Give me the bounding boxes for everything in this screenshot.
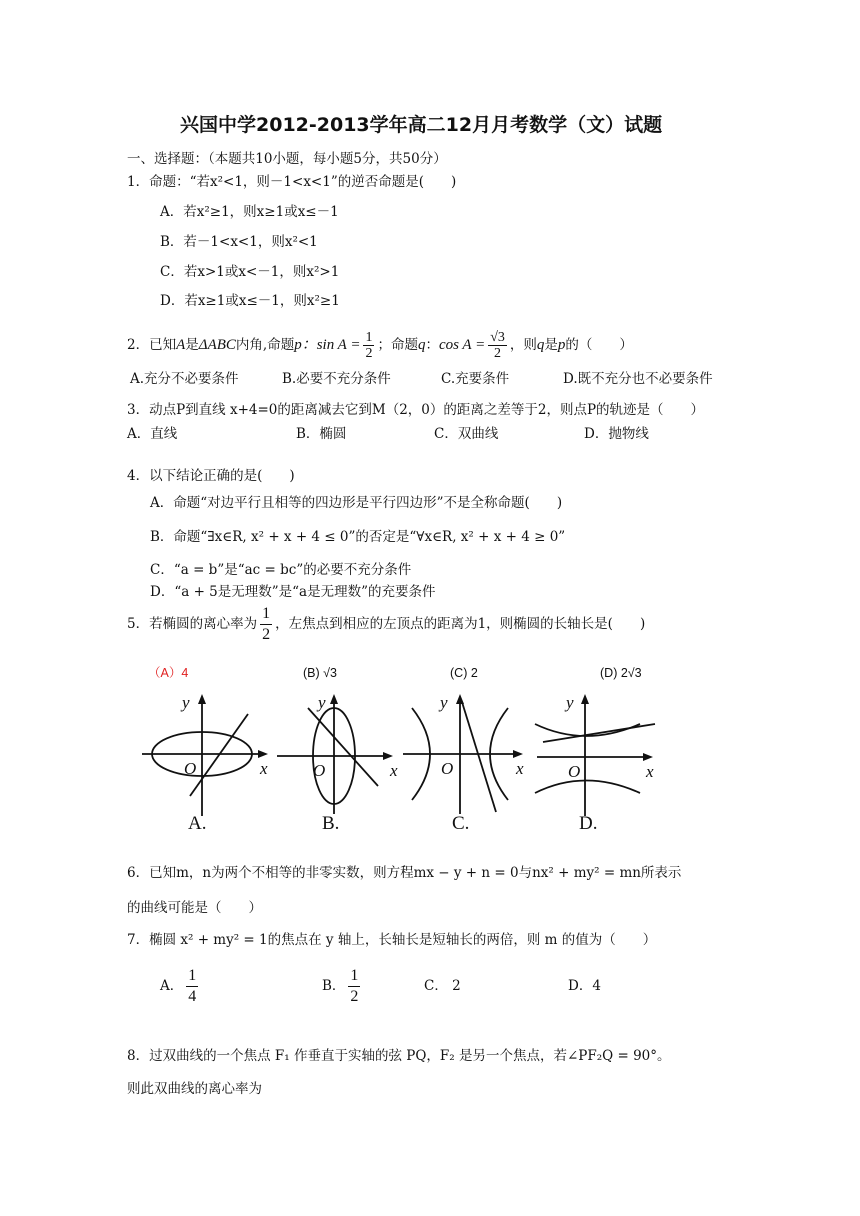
- fig-b-origin: O: [313, 761, 326, 780]
- q6-line1: 6．已知m，n为两个不相等的非零实数，则方程mx − y + n = 0与nx² + my² = mn所表示: [127, 865, 682, 881]
- figure-d: [535, 694, 655, 816]
- fig-d-origin: O: [568, 762, 581, 781]
- fig-d-x-label: x: [646, 762, 654, 781]
- q2-option-b: B.必要不充分条件: [282, 371, 391, 387]
- fig-a-caption: A.: [188, 813, 207, 834]
- q7-stem: 7．椭圆 x² + my² = 1的焦点在 y 轴上，长轴长是短轴长的两倍，则 m 的值为（ ）: [127, 932, 657, 948]
- q2-option-d: D.既不充分也不必要条件: [563, 371, 713, 387]
- page-title: 兴国中学2012-2013学年高二12月月考数学（文）试题: [180, 114, 663, 136]
- q3-option-b: B．椭圆: [296, 426, 347, 442]
- fig-c-y-label: y: [440, 693, 448, 712]
- q5-stem: 5．若椭圆的离心率为 $\frac{1}{2}$ ，左焦点到相应的左顶点的距离为1，则椭圆的长轴长是( ): [127, 605, 646, 643]
- figure-c: [403, 694, 523, 814]
- q1-option-d: D．若x≥1或x≤－1，则x²≥1: [160, 293, 340, 309]
- q5-option-d: (D) 2√3: [600, 666, 642, 680]
- q2-option-a: A.充分不必要条件: [130, 371, 239, 387]
- fig-a-y-label: y: [182, 693, 190, 712]
- fig-d-caption: D.: [579, 813, 598, 834]
- fig-d-y-label: y: [566, 693, 574, 712]
- fig-a-x-label: x: [260, 759, 268, 778]
- q8-line2: 则此双曲线的离心率为: [127, 1081, 262, 1097]
- q2-fraction-sin: $\frac{1}{2}$: [365, 330, 373, 361]
- q7-option-b: B． $\frac{1}{2}$: [322, 967, 359, 1005]
- figure-a: [142, 694, 268, 816]
- q3-option-d: D．抛物线: [584, 426, 649, 442]
- q7-option-c: C． 2: [424, 978, 461, 994]
- q2-option-c: C.充要条件: [441, 371, 510, 387]
- fig-c-caption: C.: [452, 813, 470, 834]
- q4-option-d: D．“a + 5是无理数”是“a是无理数”的充要条件: [150, 584, 436, 600]
- q4-stem: 4．以下结论正确的是( ): [127, 468, 295, 484]
- q2-fraction-cos: $\frac{√3}{2}$: [490, 330, 505, 361]
- q1-option-c: C．若x>1或x<－1，则x²>1: [160, 264, 340, 280]
- fig-a-origin: O: [184, 759, 197, 778]
- fig-b-caption: B.: [322, 813, 340, 834]
- q5-fraction: $\frac{1}{2}$: [262, 605, 271, 643]
- q5-option-a: （A）4: [148, 666, 189, 680]
- section-heading: 一、选择题：（本题共10小题，每小题5分，共50分）: [127, 151, 447, 167]
- q6-line2: 的曲线可能是（ ）: [127, 900, 262, 916]
- q7-option-d: D．4: [568, 978, 601, 994]
- q2-stem: 2．已知A是ΔABC内角,命题p：sin A = $\frac{1}{2}$ ；命题q：cos A = $\frac{√3}{2}$ ，则q是p的（ ）: [127, 330, 633, 361]
- q4-option-c: C．“a = b”是“ac = bc”的必要不充分条件: [150, 562, 412, 578]
- q3-option-a: A．直线: [127, 426, 178, 442]
- fig-c-x-label: x: [516, 759, 524, 778]
- q5-option-c: (C) 2: [450, 666, 478, 680]
- q8-line1: 8．过双曲线的一个焦点 F₁ 作垂直于实轴的弦 PQ，F₂ 是另一个焦点，若∠PF₂Q = 90°。: [127, 1048, 671, 1064]
- q5-option-b: (B) √3: [303, 666, 337, 680]
- fig-b-y-label: y: [318, 693, 326, 712]
- q1-option-a: A．若x²≥1，则x≥1或x≤－1: [160, 204, 339, 220]
- fig-c-origin: O: [441, 759, 454, 778]
- fig-b-x-label: x: [390, 761, 398, 780]
- q1-stem: 1．命题：“若x²<1，则－1<x<1”的逆否命题是( ): [127, 174, 457, 190]
- q3-option-c: C．双曲线: [434, 426, 499, 442]
- q4-option-a: A．命题“对边平行且相等的四边形是平行四边形”不是全称命题( ): [150, 495, 563, 511]
- q4-option-b: B．命题“∃x∈R, x² + x + 4 ≤ 0”的否定是“∀x∈R, x² + x + 4 ≥ 0”: [150, 529, 566, 545]
- curve-figures: [0, 686, 860, 836]
- q1-option-b: B．若－1<x<1，则x²<1: [160, 234, 318, 250]
- q3-stem: 3．动点P到直线 x+4=0的距离减去它到M（2，0）的距离之差等于2，则点P的轨迹是（ ）: [127, 402, 705, 418]
- figure-b: [277, 694, 393, 814]
- q7-option-a: A． $\frac{1}{4}$: [160, 967, 197, 1005]
